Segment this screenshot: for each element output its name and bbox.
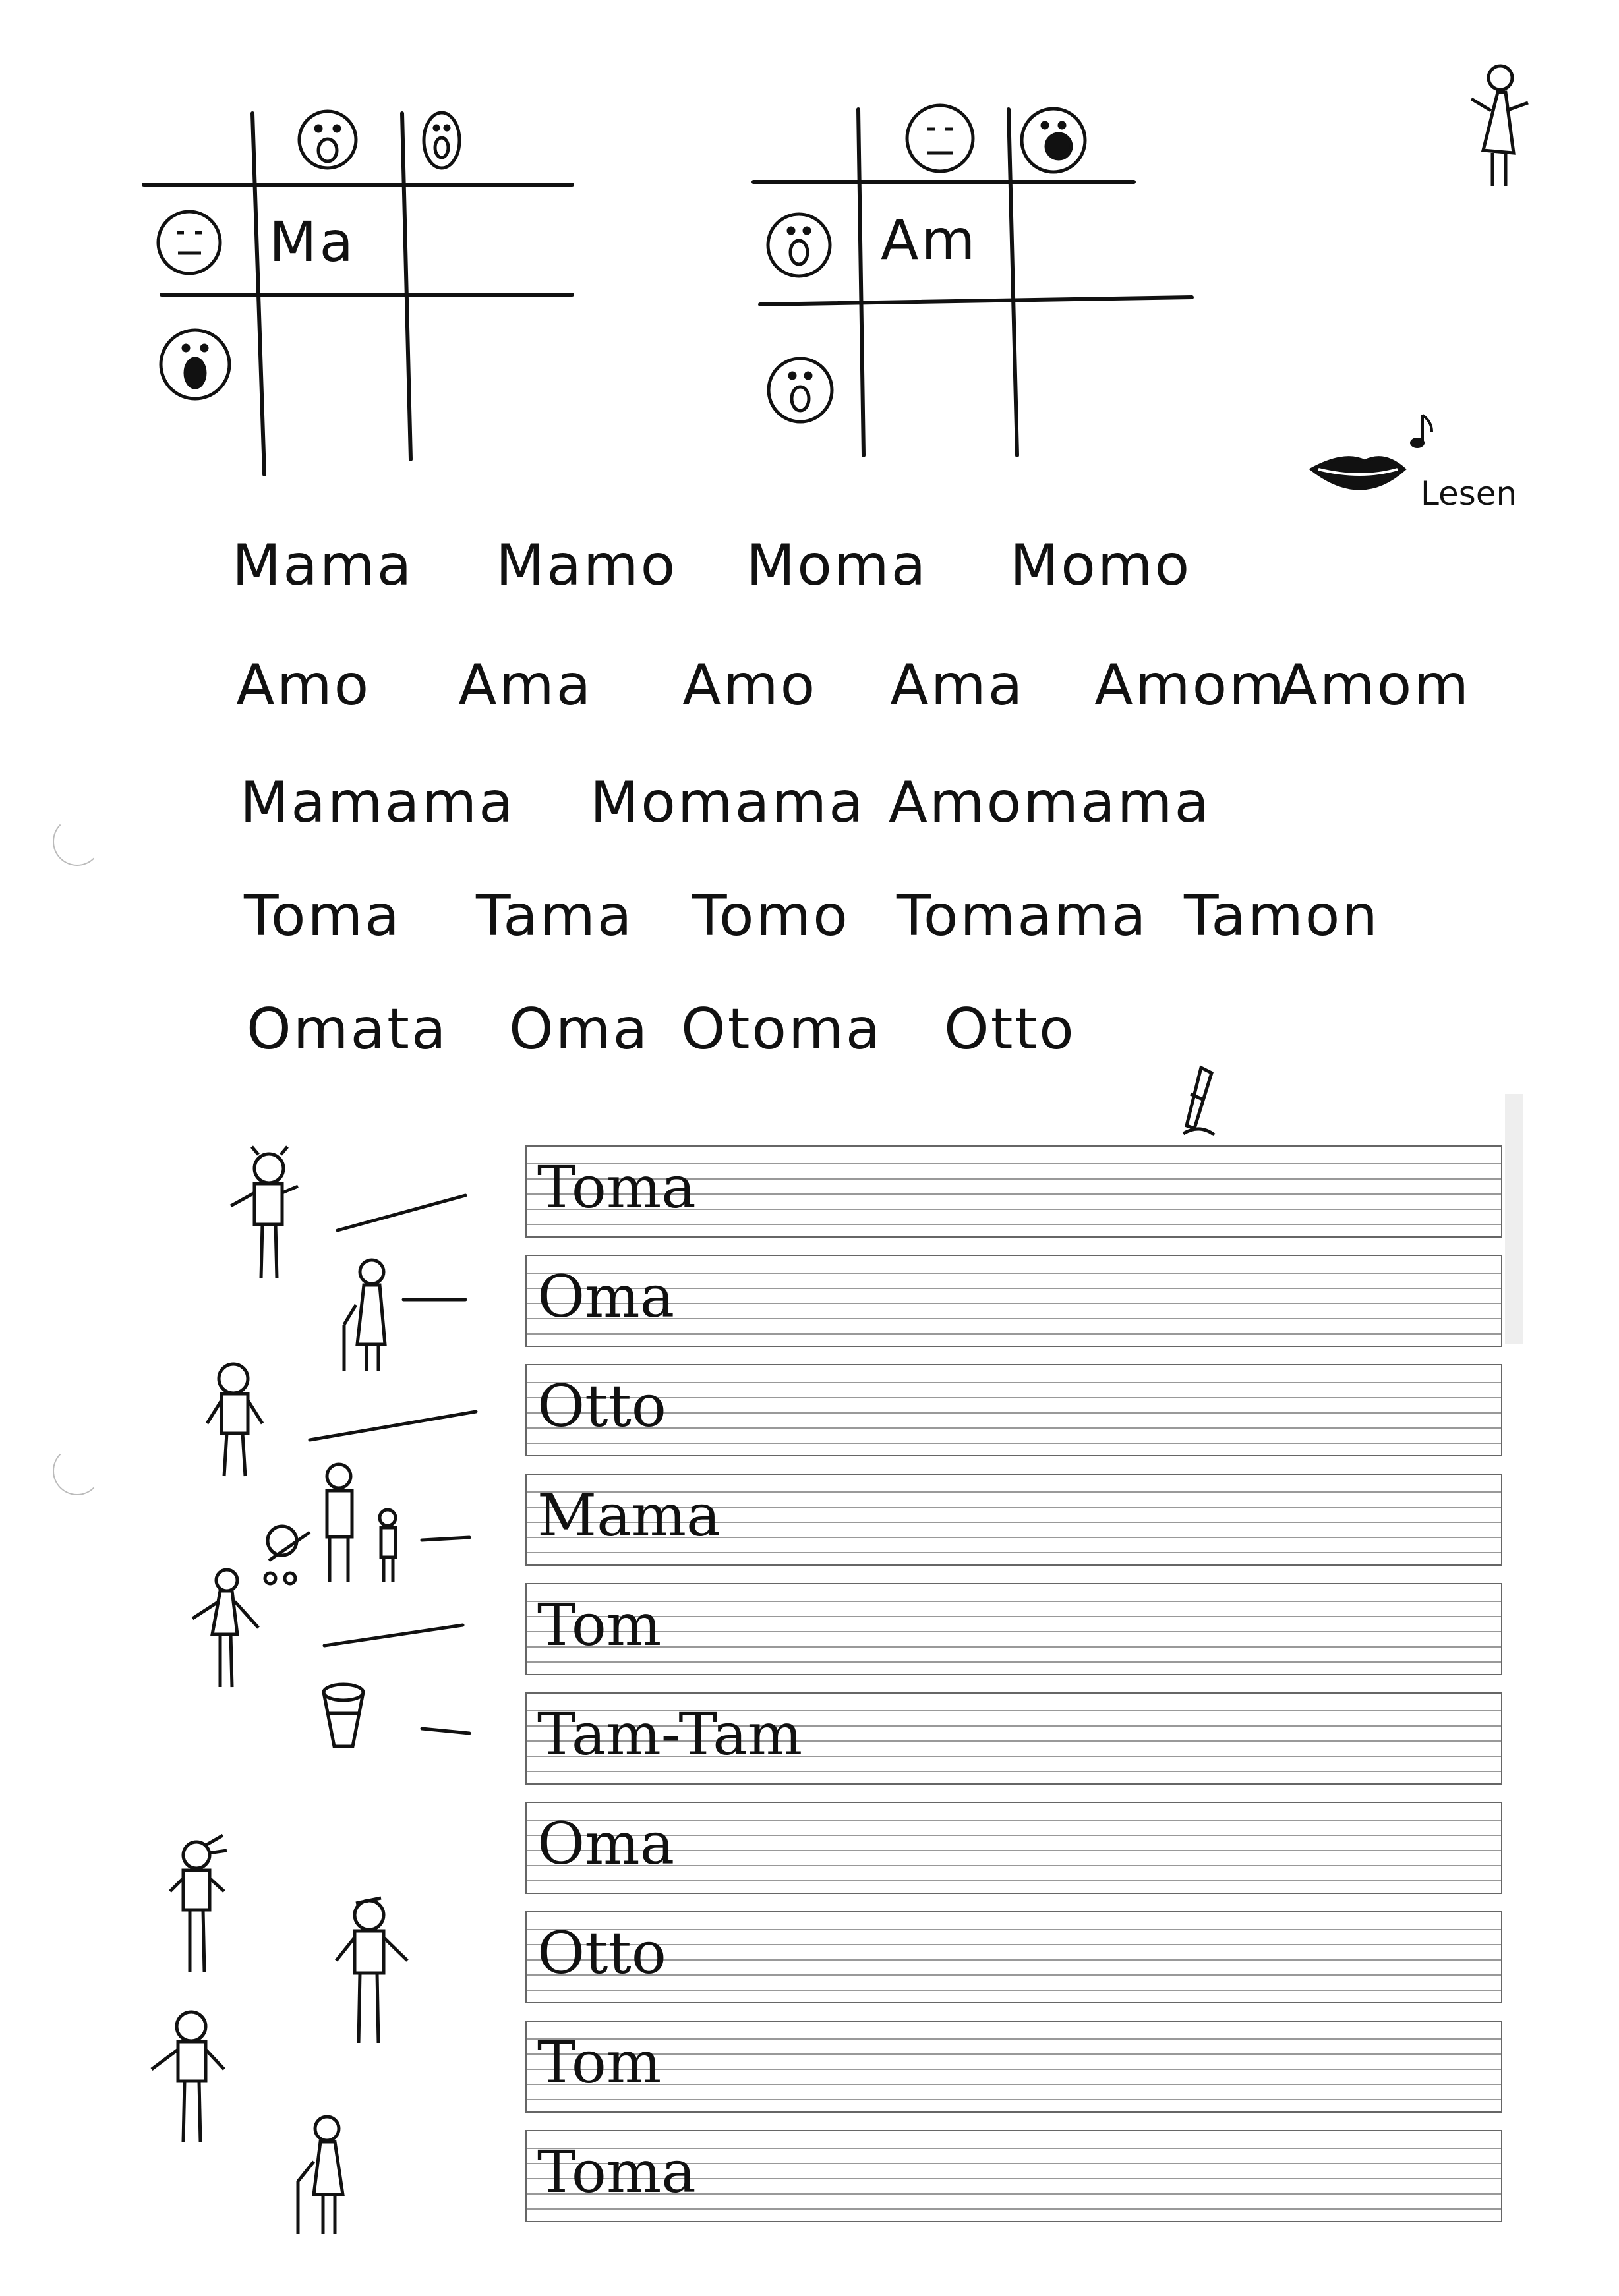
reading-word: Otoma [681,996,883,1062]
writing-line[interactable] [525,1145,1502,1238]
reading-word: Amo [682,652,817,718]
writing-line[interactable] [525,1802,1502,1894]
stick-figure-icon [170,1835,227,1972]
reading-word: Ama [890,652,1025,718]
reading-word: Mamo [496,532,678,598]
reading-word: Mama [232,532,414,598]
stick-figure-icon [152,2012,224,2142]
reading-word: Oma [509,996,650,1062]
reading-word: Tomama [897,883,1148,949]
reading-word: Toma [244,883,402,949]
writing-line-word: Toma [537,2138,696,2206]
reading-word: Tamon [1184,883,1380,949]
reading-word: Tomo [692,883,850,949]
writing-line-word: Mama [537,1481,721,1549]
stick-figure-icon [207,1364,262,1476]
music-note-icon [1411,415,1432,447]
reading-word: Amom [1279,652,1471,718]
neutral-face-icon [907,105,973,171]
writing-line-word: Otto [537,1919,666,1987]
lesen-label: Lesen [1421,474,1517,513]
pencil-icon [1183,1068,1214,1135]
reading-word: Moma [746,532,928,598]
neutral-face-icon [158,212,220,273]
open-mouth-face-icon [161,330,229,399]
writing-line[interactable] [525,1364,1502,1456]
writing-line[interactable] [525,1474,1502,1566]
reading-word: Amomama [889,770,1212,836]
writing-line-word: Tom [537,1591,662,1659]
reading-word: Momo [1010,532,1192,598]
open-mouth-face-icon [1022,109,1085,172]
writing-line[interactable] [525,2021,1502,2113]
stick-figure-icon [1471,66,1528,186]
writing-line-word: Oma [537,1810,675,1878]
reading-word: Tama [476,883,634,949]
stick-figure-icon [336,1898,407,2043]
reading-word: Omata [247,996,448,1062]
surprised-face-icon [768,214,830,276]
grid-right-cell-label: Am [881,208,978,272]
punch-hole [53,817,102,866]
stick-figure-icon [192,1570,258,1687]
writing-line[interactable] [525,1583,1502,1675]
grid-left-cell-label: Ma [269,210,356,274]
reading-word: Amom [1094,652,1286,718]
writing-line-word: Otto [537,1372,666,1440]
side-strip [1505,1094,1523,1344]
grandmother-icon [344,1260,385,1371]
grandmother-icon [298,2117,343,2234]
writing-line[interactable] [525,2130,1502,2222]
writing-line[interactable] [525,1692,1502,1785]
drum-icon [324,1684,363,1746]
writing-line-word: Toma [537,1153,696,1221]
writing-line[interactable] [525,1255,1502,1347]
writing-line-word: Oma [537,1263,675,1331]
reading-word: Ama [458,652,593,718]
writing-line-word: Tam-Tam [537,1700,803,1768]
reading-word: Otto [944,996,1076,1062]
lips-icon [1312,458,1404,488]
family-icon [265,1464,396,1584]
reading-word: Mamama [240,770,515,836]
reading-word: Amo [236,652,371,718]
punch-hole [53,1447,102,1495]
writing-line[interactable] [525,1911,1502,2003]
reading-word: Momama [590,770,866,836]
surprised-face-icon [424,113,459,168]
surprised-face-icon [769,359,832,422]
stick-figure-icon [231,1147,298,1278]
writing-line-word: Tom [537,2028,662,2096]
open-mouth-face-icon [299,111,356,168]
